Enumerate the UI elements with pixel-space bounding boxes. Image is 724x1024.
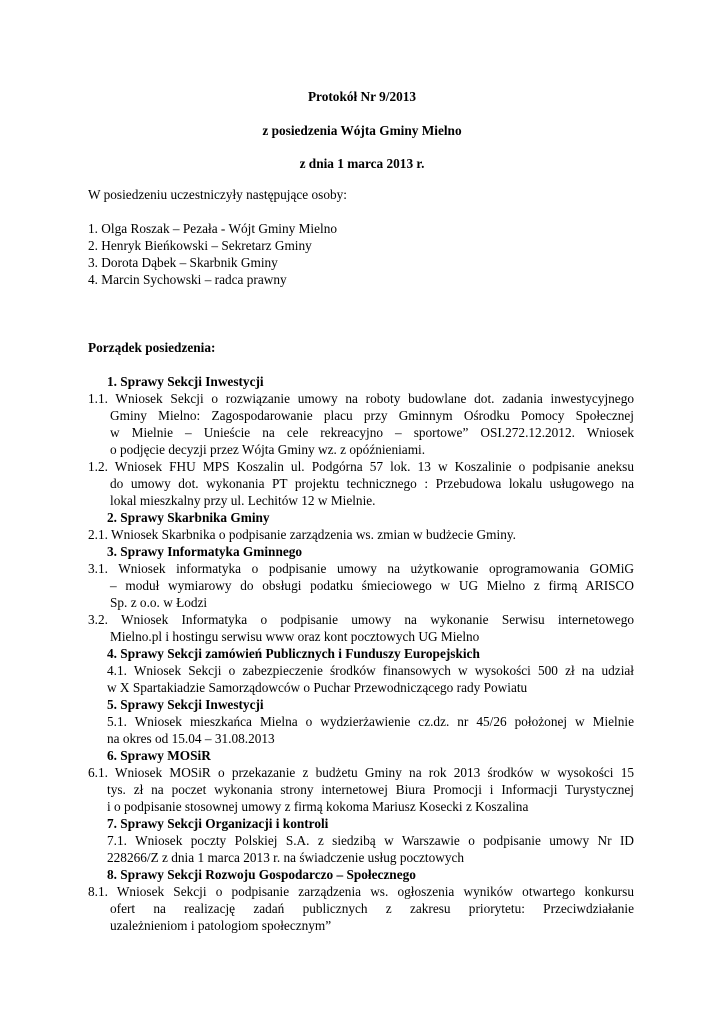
section-1-title: 1. Sprawy Sekcji Inwestycji <box>107 374 264 389</box>
item-3-2-line-1: 3.2. Wniosek Informatyka o podpisanie umowy na wykonanie Serwisu internetowego <box>88 612 634 627</box>
item-8-1-line-1: 8.1. Wniosek Sekcji o podpisanie zarządzenia ws. ogłoszenia wyników otwartego konkursu <box>88 884 634 899</box>
item-6-1-line-1: 6.1. Wniosek MOSiR o przekazanie z budżetu Gminy na rok 2013 środków w wysokości 15 <box>88 765 634 780</box>
item-8-1-line-2: ofert na realizację zadań publicznych z zakresu priorytetu: Przeciwdziałanie <box>110 901 634 916</box>
item-1-1-line-1: 1.1. Wniosek Sekcji o rozwiązanie umowy na roboty budowlane dot. zadania inwestycyjnego <box>88 391 634 406</box>
item-3-1-line-1: 3.1. Wniosek informatyka o podpisanie umowy na użytkowanie oprogramowania GOMiG <box>88 561 634 576</box>
item-5-1-line-1: 5.1. Wniosek mieszkańca Mielna o wydzierżawienie cz.dz. nr 45/26 położonej w Mielnie <box>107 714 634 729</box>
item-7-1-line-1: 7.1. Wniosek poczty Polskiej S.A. z siedzibą w Warszawie o podpisanie umowy Nr ID <box>107 833 634 848</box>
document-date: z dnia 1 marca 2013 r. <box>299 156 425 171</box>
document-title: Protokół Nr 9/2013 <box>307 89 417 104</box>
document-subtitle: z posiedzenia Wójta Gminy Mielno <box>262 123 462 138</box>
attendees-intro: W posiedzeniu uczestniczyły następujące osoby: <box>88 187 347 202</box>
section-2-title: 2. Sprawy Skarbnika Gminy <box>107 510 270 525</box>
item-1-1-line-2: Gminy Mielno: Zagospodarowanie placu przy Gminnym Ośrodku Pomocy Społecznej <box>110 408 634 423</box>
item-1-1-line-4: o podjęcie decyzji przez Wójta Gminy wz. z opóźnieniami. <box>110 442 426 457</box>
item-7-1-line-2: 228266/Z z dnia 1 marca 2013 r. na świadczenie usług pocztowych <box>107 850 465 865</box>
item-3-1-line-2: – moduł wymiarowy do obsługi podatku śmieciowego w UG Mielno z firmą ARISCO <box>110 578 634 593</box>
item-8-1-line-3: uzależnieniom i patologiom społecznym” <box>110 918 332 933</box>
section-5-title: 5. Sprawy Sekcji Inwestycji <box>107 697 264 712</box>
item-5-1-line-2: na okres od 15.04 – 31.08.2013 <box>107 731 275 746</box>
section-7-title: 7. Sprawy Sekcji Organizacji i kontroli <box>107 816 329 831</box>
attendee-4: 4. Marcin Sychowski – radca prawny <box>88 272 287 287</box>
item-1-1-line-3: w Mielnie – Unieście na cele rekreacyjno – sportowe” OSI.272.12.2012. Wniosek <box>110 425 634 440</box>
item-3-2-line-2: Mielno.pl i hostingu serwisu www oraz kont pocztowych UG Mielno <box>110 629 480 644</box>
section-3-title: 3. Sprawy Informatyka Gminnego <box>107 544 303 559</box>
item-3-1-line-3: Sp. z o.o. w Łodzi <box>110 595 208 610</box>
item-1-2-line-3: lokal mieszkalny przy ul. Lechitów 12 w Mielnie. <box>110 493 376 508</box>
attendee-2: 2. Henryk Bieńkowski – Sekretarz Gminy <box>88 238 312 253</box>
section-6-title: 6. Sprawy MOSiR <box>107 748 211 763</box>
item-2-1-line-1: 2.1. Wniosek Skarbnika o podpisanie zarządzenia ws. zmian w budżecie Gminy. <box>88 527 516 542</box>
agenda-heading: Porządek posiedzenia: <box>88 340 216 355</box>
item-4-1-line-1: 4.1. Wniosek Sekcji o zabezpieczenie środków finansowych w wysokości 500 zł na udział <box>107 663 634 678</box>
attendee-3: 3. Dorota Dąbek – Skarbnik Gminy <box>88 255 278 270</box>
item-6-1-line-3: i o podpisanie stosownej umowy z firmą kokoma Mariusz Kosecki z Koszalina <box>107 799 529 814</box>
item-6-1-line-2: tys. zł na poczet wykonania strony internetowej Biura Promocji i Informacji Turystycznej <box>107 782 634 797</box>
attendee-1: 1. Olga Roszak – Pezała - Wójt Gminy Mielno <box>88 221 338 236</box>
item-1-2-line-2: do umowy dot. wykonania PT projektu technicznego : Przebudowa lokalu usługowego na <box>110 476 634 491</box>
section-8-title: 8. Sprawy Sekcji Rozwoju Gospodarczo – Społecznego <box>107 867 416 882</box>
item-1-2-line-1: 1.2. Wniosek FHU MPS Koszalin ul. Podgórna 57 lok. 13 w Koszalinie o podpisanie aneksu <box>88 459 634 474</box>
item-4-1-line-2: w X Spartakiadzie Samorządowców o Puchar Przewodniczącego rady Powiatu <box>107 680 528 695</box>
section-4-title: 4. Sprawy Sekcji zamówień Publicznych i Funduszy Europejskich <box>107 646 480 661</box>
